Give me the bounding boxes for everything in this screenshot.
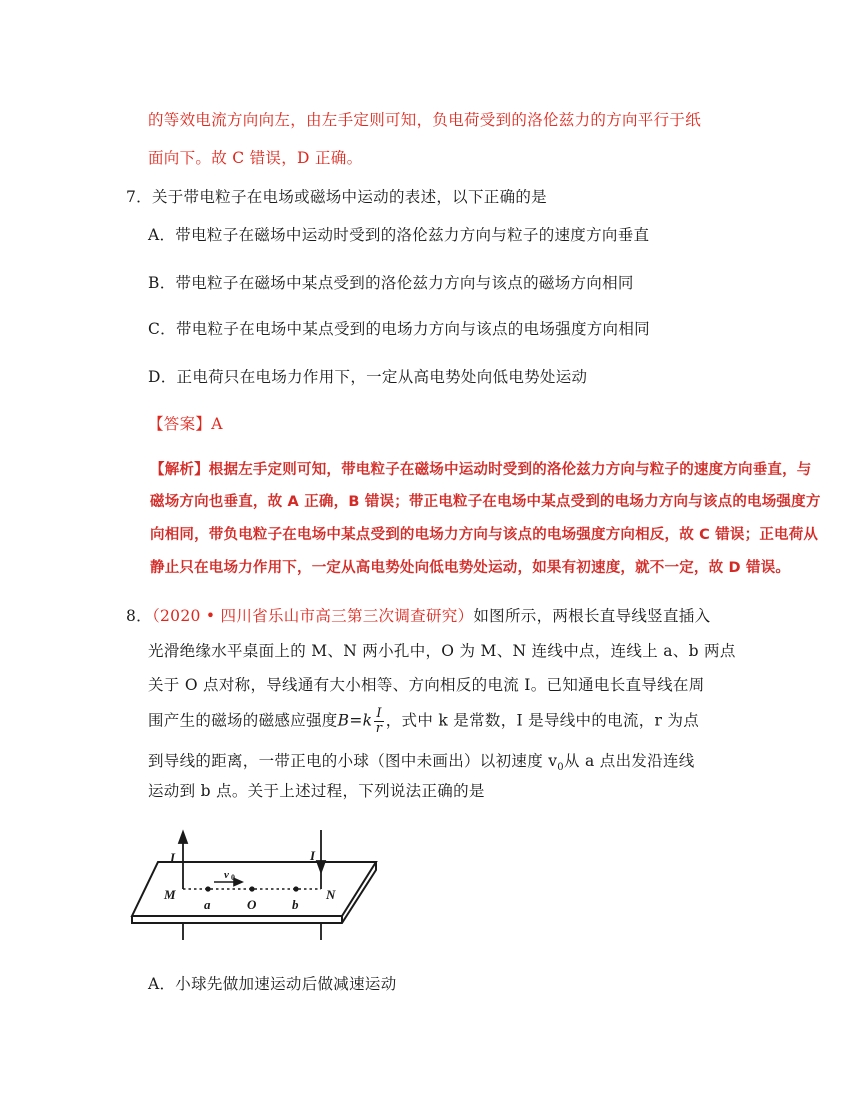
point-o bbox=[249, 886, 254, 891]
formula-numerator: I bbox=[376, 706, 382, 721]
question-8-line-6: 运动到 b 点。关于上述过程，下列说法正确的是 bbox=[148, 782, 485, 800]
v0-subscript: 0 bbox=[557, 762, 564, 774]
formula-fraction bbox=[374, 707, 383, 736]
point-b bbox=[293, 886, 298, 891]
label-m: M bbox=[164, 887, 176, 902]
question-7-explanation-3: 向相同，带负电粒子在电场中某点受到的电场力方向与该点的电场强度方向相反，故 C 错误；正电荷从 bbox=[150, 527, 819, 543]
line5-post: 从 a 点出发沿连线 bbox=[563, 752, 695, 770]
question-7-option-b: B．带电粒子在磁场中某点受到的洛伦兹力方向与该点的磁场方向相同 bbox=[148, 274, 634, 292]
question-7-explanation-4: 静止只在电场力作用下，一定从高电势处向低电势处运动，如果有初速度，就不一定，故 D 错误。 bbox=[150, 560, 791, 576]
label-i-left: I bbox=[170, 850, 176, 865]
question-8-line-5 bbox=[148, 749, 695, 773]
label-v: v bbox=[224, 869, 229, 881]
formula-equals: = bbox=[349, 711, 363, 730]
label-i-right: I bbox=[310, 848, 316, 863]
label-v-sub: 0 bbox=[231, 873, 235, 882]
question-7-option-c: C．带电粒子在电场中某点受到的电场力方向与该点的电场强度方向相同 bbox=[148, 320, 650, 338]
answer-label: 【答案】 bbox=[148, 415, 212, 433]
question-8-source: （2020 • 四川省乐山市高三第三次调查研究） bbox=[151, 607, 474, 625]
formula-intro: 围产生的磁场的磁感应强度 bbox=[148, 711, 338, 730]
question-8-line-3: 关于 O 点对称，导线通有大小相等、方向相反的电流 I。已知通电长直导线在周 bbox=[148, 676, 705, 694]
wire-table-diagram bbox=[128, 826, 388, 944]
question-7-explanation-1: 【解析】根据左手定则可知，带电粒子在磁场中运动时受到的洛伦兹力方向与粒子的速度方向垂直，与 bbox=[150, 462, 812, 478]
point-a bbox=[205, 886, 210, 891]
answer-value: A bbox=[211, 415, 223, 433]
line5-pre: 到导线的距离，一带正电的小球（图中未画出）以初速度 v bbox=[148, 752, 558, 770]
prev-explanation-line-1: 的等效电流方向向左，由左手定则可知，负电荷受到的洛伦兹力的方向平行于纸 bbox=[148, 111, 702, 129]
question-7-answer bbox=[148, 412, 223, 434]
question-8-line-2: 光滑绝缘水平桌面上的 M、N 两小孔中，O 为 M、N 连线中点，连线上 a、b 两点 bbox=[148, 642, 736, 660]
formula-lhs: B bbox=[337, 711, 350, 730]
label-a: a bbox=[204, 897, 211, 912]
formula-k: k bbox=[362, 711, 373, 730]
label-b: b bbox=[292, 897, 299, 912]
prev-explanation-line-2: 面向下。故 C 错误，D 正确。 bbox=[148, 149, 363, 167]
question-7-stem: 7．关于带电粒子在电场或磁场中运动的表述，以下正确的是 bbox=[126, 188, 547, 206]
question-8-line-4 bbox=[148, 707, 699, 736]
question-7-explanation-2: 磁场方向也垂直，故 A 正确，B 错误；带正电粒子在电场中某点受到的电场力方向与该点的电场强度方 bbox=[150, 494, 821, 510]
label-n: N bbox=[326, 887, 336, 902]
question-8-number: 8． bbox=[126, 607, 152, 625]
question-8-stem-start: 如图所示，两根长直导线竖直插入 bbox=[473, 607, 711, 625]
formula-explanation: ，式中 k 是常数，I 是导线中的电流，r 为点 bbox=[385, 711, 700, 730]
label-o: O bbox=[247, 897, 257, 912]
formula-denominator: r bbox=[375, 721, 383, 736]
question-8-option-a: A．小球先做加速运动后做减速运动 bbox=[148, 975, 397, 993]
question-8-line-1 bbox=[126, 604, 710, 626]
question-7-option-a: A．带电粒子在磁场中运动时受到的洛伦兹力方向与粒子的速度方向垂直 bbox=[148, 226, 650, 244]
question-7-option-d: D．正电荷只在电场力作用下，一定从高电势处向低电势处运动 bbox=[148, 368, 588, 386]
